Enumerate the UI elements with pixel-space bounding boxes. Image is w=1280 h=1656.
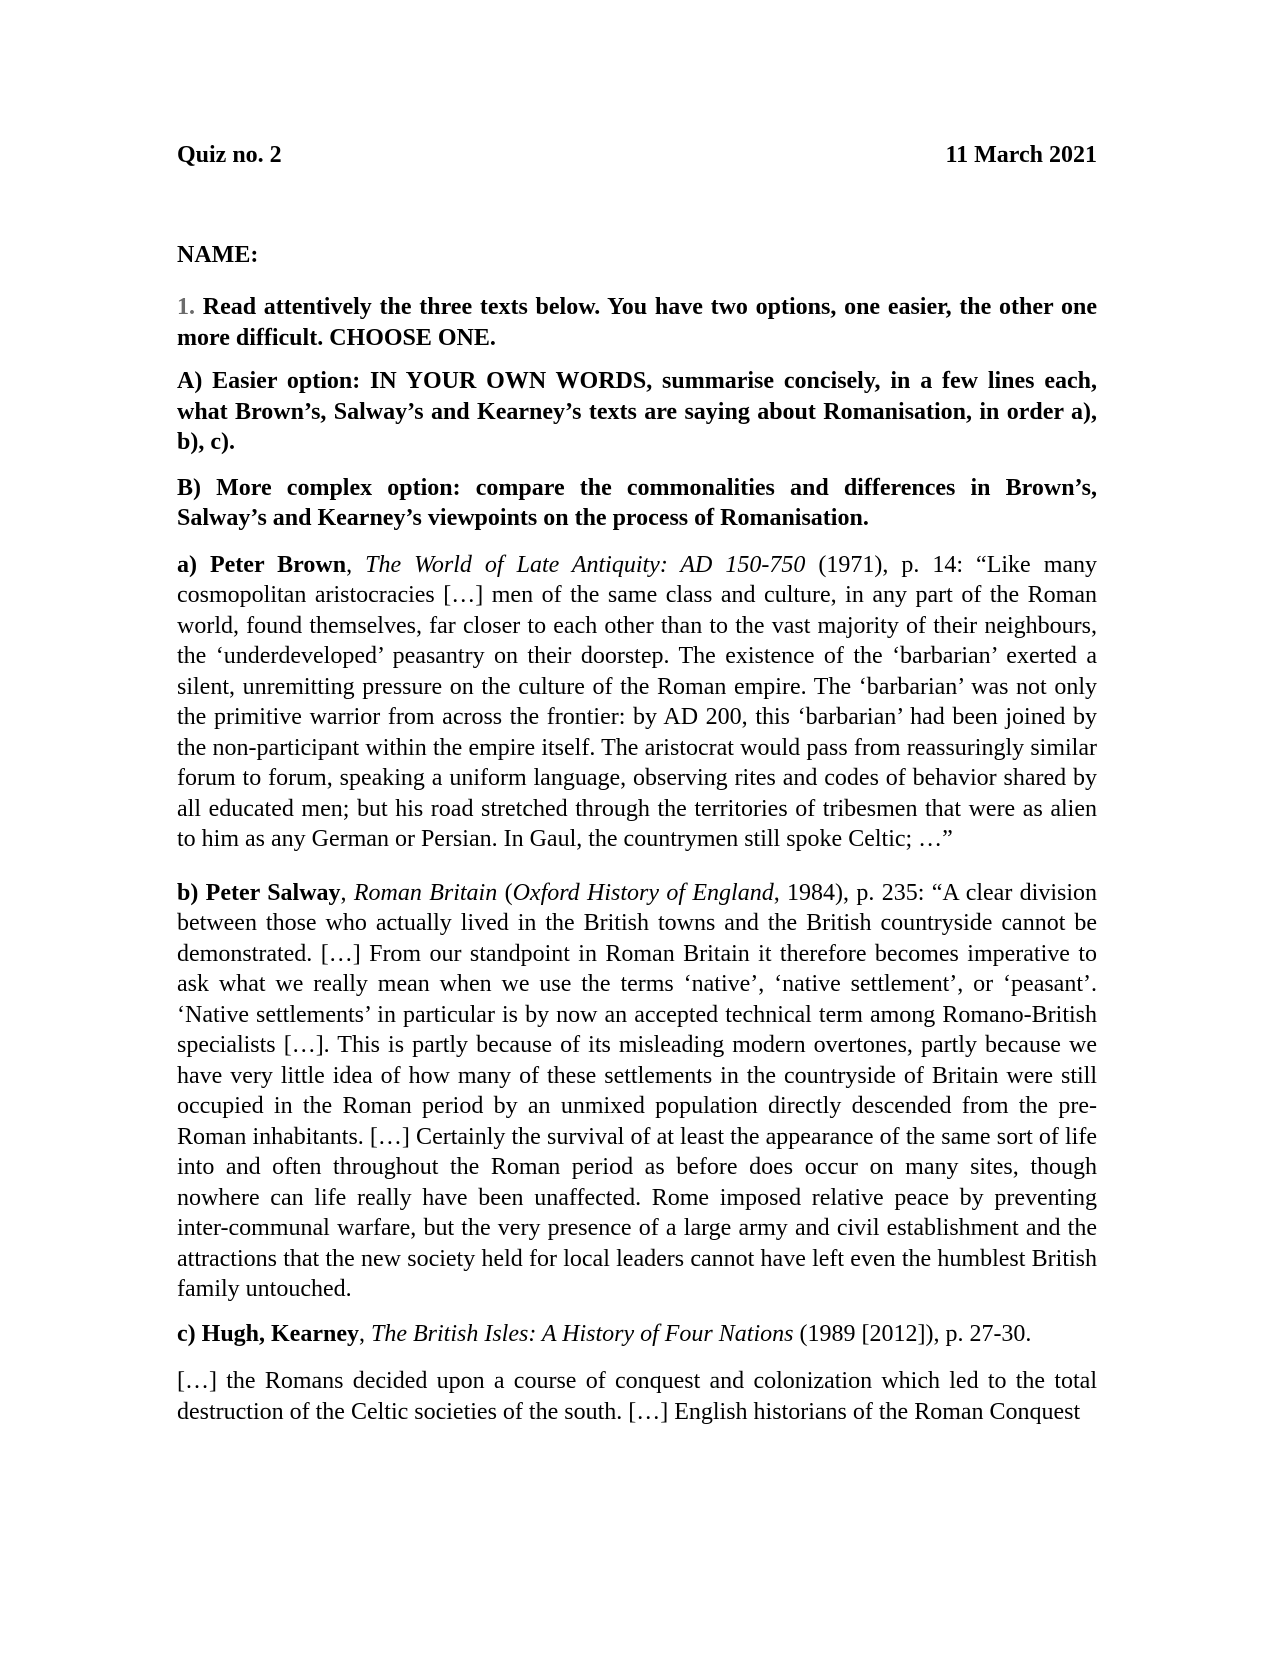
text-c-title: The British Isles: A History of Four Nations — [370, 1320, 794, 1347]
question-1 — [177, 292, 1097, 353]
text-a-separator: , — [346, 551, 366, 578]
text-c-separator: , — [358, 1320, 371, 1347]
text-b-body: , 1984), p. 235: “A clear division between those who actually lived in the British towns and the British countryside cannot be demonstrated. […] From our standpoint in Roman Britain it therefore becomes imperative to ask what we really mean when we use the terms ‘native’, ‘native settlement’, or ‘peasant’. ‘Native settlements’ in particular is by now an accepted technical term among Romano-British specialists […]. This is partly because of its misleading modern overtones, partly because we have very little idea of how many of these settlements in the countryside of Britain were still occupied in the Roman period by an unmixed population directly descended from the pre-Roman inhabitants. […] Certainly the survival of at least the appearance of the same sort of life into and often throughout the Roman period as before does occur on many sites, though nowhere can life really have been unaffected. Rome imposed relative peace by preventing inter-communal warfare, but the very presence of a large army and civil establishment and the attractions that the new society held for local leaders cannot have left even the humblest British family untouched. — [177, 879, 1098, 1302]
text-b-salway — [177, 878, 1097, 1305]
text-b-separator: , — [340, 879, 354, 906]
text-c-label: c) Hugh, Kearney — [177, 1320, 359, 1347]
option-b: B) More complex option: compare the commonalities and differences in Brown’s, Salway’s and Kearney’s viewpoints on the process of Romanisation. — [177, 474, 1097, 531]
text-b-title: Roman Britain — [353, 879, 498, 906]
text-c-kearney-citation — [177, 1319, 1097, 1350]
text-b-paren: ( — [497, 879, 513, 906]
text-a-label: a) Peter Brown — [177, 551, 347, 578]
quiz-header — [177, 140, 1097, 170]
quiz-number: Quiz no. 2 — [177, 142, 282, 168]
text-a-body: (1971), p. 14: “Like many cosmopolitan aristocracies […] men of the same class and culture, in any part of the Roman world, found themselves, far closer to each other than to the vast majority of their neighbours, the ‘underdeveloped’ peasantry on their doorstep. The existence of the ‘barbarian’ exerted a silent, unremitting pressure on the culture of the Roman empire. The ‘barbarian’ was not only the primitive warrior from across the frontier: by AD 200, this ‘barbarian’ had been joined by the non-participant within the empire itself. The aristocrat would pass from reassuringly similar forum to forum, speaking a uniform language, observing rites and codes of behavior shared by all educated men; but his road stretched through the territories of tribesmen that were as alien to him as any German or Persian. In Gaul, the countrymen still spoke Celtic; …” — [177, 551, 1098, 852]
text-b-label: b) Peter Salway — [177, 879, 341, 906]
name-label: NAME: — [177, 242, 259, 268]
text-c-body: […] the Romans decided upon a course of conquest and colonization which led to the total destruction of the Celtic societies of the south. […] English historians of the Roman Conquest — [177, 1368, 1097, 1425]
question-number: 1. — [177, 294, 195, 320]
text-c-citation: (1989 [2012]), p. 27-30. — [793, 1320, 1032, 1347]
text-b-series: Oxford History of England — [512, 879, 774, 906]
quiz-date: 11 March 2021 — [945, 142, 1097, 168]
option-a: A) Easier option: IN YOUR OWN WORDS, summarise concisely, in a few lines each, what Brown’s, Salway’s and Kearney’s texts are saying about Romanisation, in order a), b), c). — [177, 368, 1097, 455]
text-a-brown — [177, 550, 1097, 855]
quiz-page — [177, 140, 1097, 1427]
text-a-title: The World of Late Antiquity: AD 150-750 — [365, 551, 806, 578]
question-text: Read attentively the three texts below. You have two options, one easier, the other one more difficult. CHOOSE ONE. — [177, 294, 1097, 351]
